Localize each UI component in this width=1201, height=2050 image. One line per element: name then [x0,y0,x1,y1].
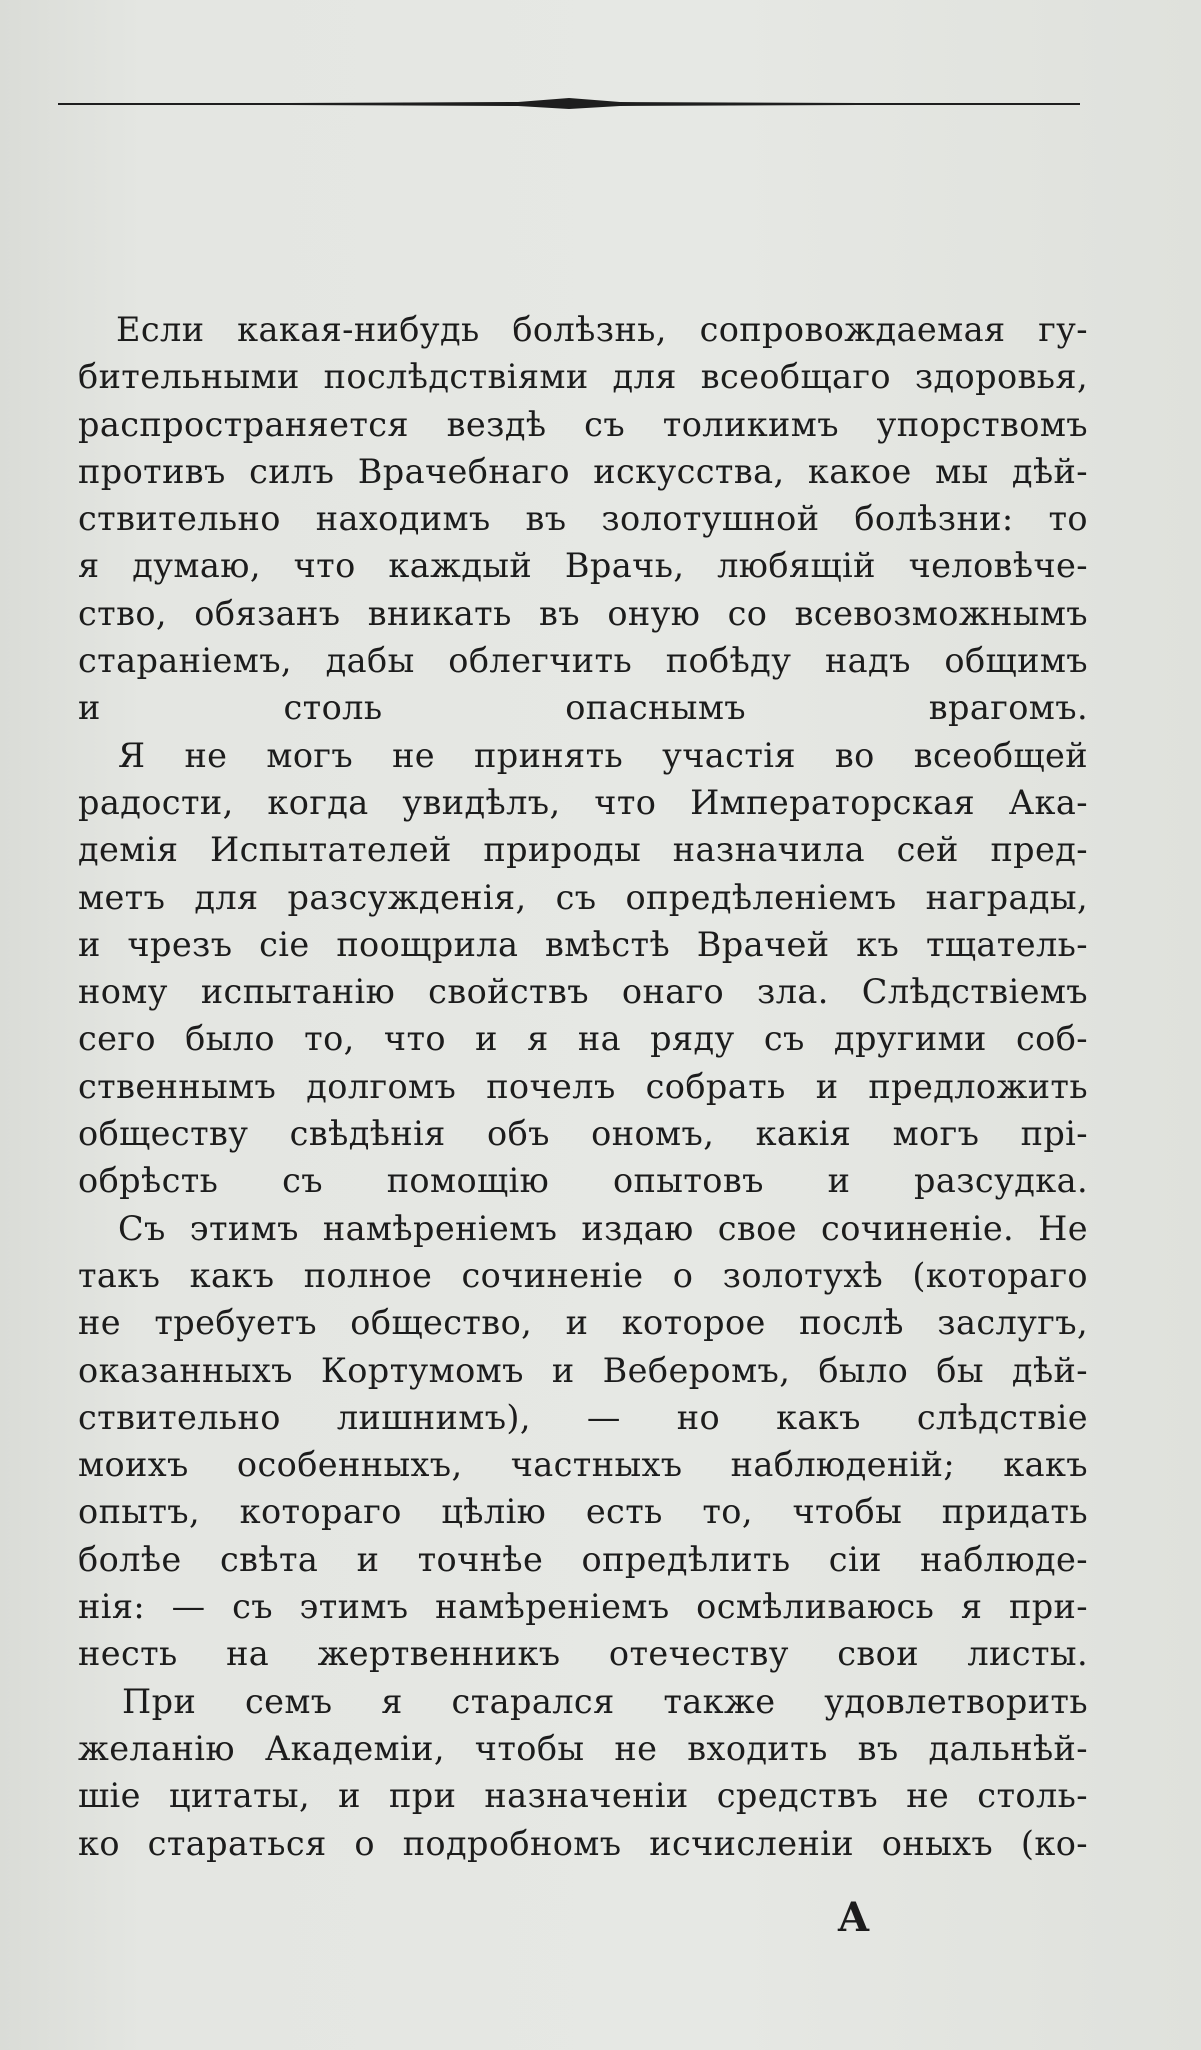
paragraph-3: Съ этимъ намѣреніемъ издаю свое сочиненіе. Не такъ какъ полное сочиненіе о золотухѣ (котораго не требуетъ общество, и которое послѣ заслугъ, оказанныхъ Кортумомъ и Веберомъ, было бы дѣй- ствительно лишнимъ), — но какъ слѣдствіе моихъ особенныхъ, частныхъ наблюденій; какъ опытъ, котораго цѣлію есть то, чтобы придать болѣе свѣта и точнѣе опредѣлить сіи наблюде- нія: — съ этимъ намѣреніемъ осмѣливаюсь я при- несть на жертвенникъ отечеству свои листы. [78,1208,1088,1674]
body-text [78,306,1088,1867]
paragraph-4: При семъ я старался также удовлетворить желанію Академіи, чтобы не входить въ дальнѣй- шіе цитаты, и при назначеніи средствъ не столь- ко стараться о подробномъ исчисленіи оныхъ (ко- [78,1681,1088,1863]
paragraph-2: Я не могъ не принять участія во всеобщей радости, когда увидѣлъ, что Императорская Ака- демія Испытателей природы назначила сей пред- метъ для разсужденія, съ опредѣленіемъ награды, и чрезъ сіе поощрила вмѣстѣ Врачей къ тщатель- ному испытанію свойствъ онаго зла. Слѣдствіемъ сего было то, что и я на ряду съ другими соб- ственнымъ долгомъ почелъ собрать и предложить обществу свѣдѣнія объ ономъ, какія могъ прі- обрѣсть съ помощію опытовъ и разсудка. [78,735,1088,1201]
signature-mark: A [838,1894,871,1941]
ornamental-rule [58,96,1080,110]
paragraph-1: Если какая-нибудь болѣзнь, сопровождаемая гу- бительными послѣдствіями для всеобщаго здоровья, распространяется вездѣ съ толикимъ упорствомъ противъ силъ Врачебнаго искусства, какое мы дѣй- ствительно находимъ въ золотушной болѣзни: то я думаю, что каждый Врачь, любящій человѣче- ство, обязанъ вникать въ оную со всевозможнымъ стараніемъ, дабы облегчить побѣду надъ общимъ и столь опаснымъ врагомъ. [78,310,1088,728]
ornamental-rule-graphic [58,96,1080,110]
